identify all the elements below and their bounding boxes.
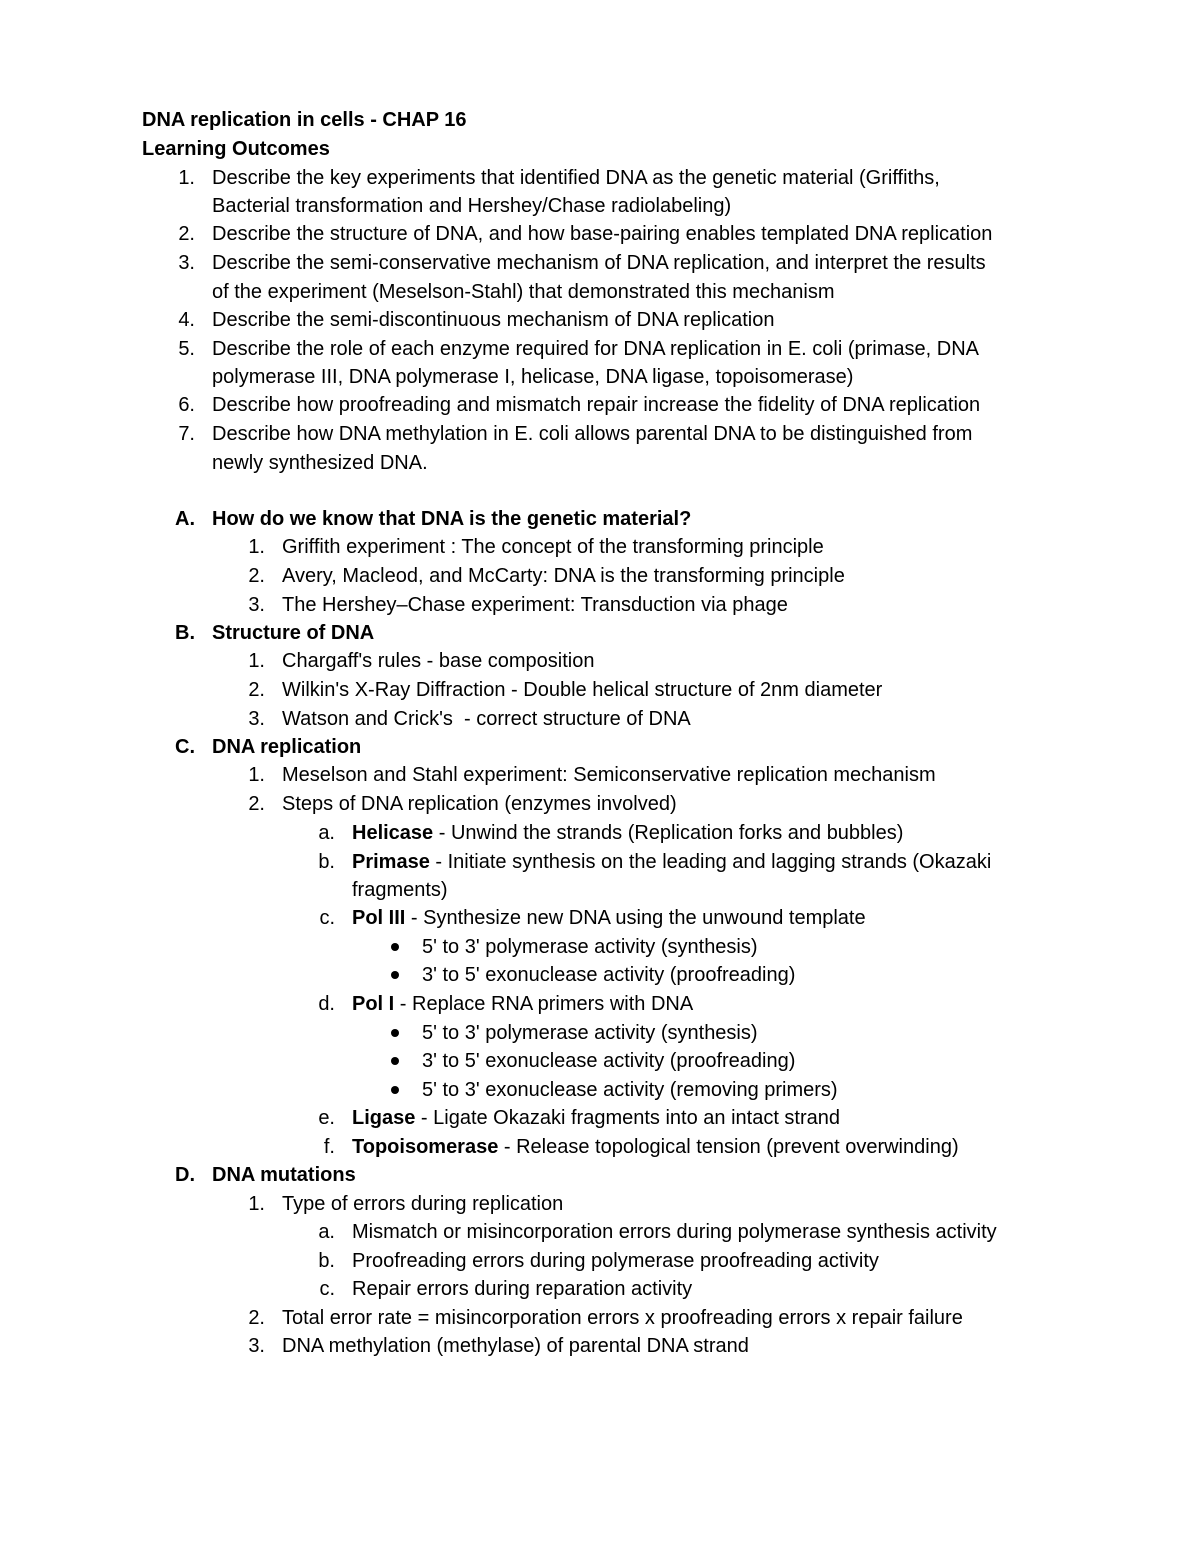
outcome-text: Describe the structure of DNA, and how base-pairing enables templated DNA replication	[212, 223, 993, 245]
enzyme-name: Topoisomerase	[352, 1136, 499, 1158]
enzyme-marker: a.	[318, 822, 335, 844]
enzyme-description: - Initiate synthesis on the leading and lagging strands (Okazaki	[429, 851, 992, 873]
outcome-text: of the experiment (Meselson-Stahl) that demonstrated this mechanism	[212, 281, 835, 303]
section-d-item: Type of errors during replication	[282, 1193, 564, 1215]
enzyme-ligase	[352, 1106, 840, 1130]
activity-bullet: 5' to 3' polymerase activity (synthesis)	[422, 936, 758, 958]
section-b-heading: Structure of DNA	[212, 622, 375, 644]
section-c-item: Meselson and Stahl experiment: Semiconservative replication mechanism	[282, 764, 936, 786]
error-marker: b.	[318, 1250, 335, 1272]
section-a-item: Griffith experiment : The concept of the transforming principle	[282, 536, 824, 558]
outcome-number: 4.	[178, 309, 195, 331]
section-b-item: Wilkin's X-Ray Diffraction - Double helical structure of 2nm diameter	[282, 679, 883, 701]
activity-bullet: 3' to 5' exonuclease activity (proofreading)	[422, 964, 796, 986]
enzyme-pol-iii	[352, 906, 866, 930]
outcome-text: polymerase III, DNA polymerase I, helicase, DNA ligase, topoisomerase)	[212, 366, 854, 388]
enzyme-description: - Release topological tension (prevent overwinding)	[498, 1136, 959, 1158]
section-letter: B.	[175, 622, 195, 644]
activity-bullet: 5' to 3' polymerase activity (synthesis)	[422, 1022, 758, 1044]
outcome-text: newly synthesized DNA.	[212, 452, 428, 474]
enzyme-description: - Replace RNA primers with DNA	[394, 993, 694, 1015]
outcome-text: Describe the semi-conservative mechanism of DNA replication, and interpret the results	[212, 252, 986, 274]
outcome-text: Describe the key experiments that identified DNA as the genetic material (Griffiths,	[212, 167, 940, 189]
item-number: 2.	[248, 565, 265, 587]
outcome-text: Describe how DNA methylation in E. coli allows parental DNA to be distinguished from	[212, 423, 973, 445]
outcome-number: 1.	[178, 167, 195, 189]
outcome-number: 2.	[178, 223, 195, 245]
outcome-text: Describe the semi-discontinuous mechanism of DNA replication	[212, 309, 775, 331]
item-number: 2.	[248, 793, 265, 815]
enzyme-primase	[352, 850, 991, 874]
error-type: Proofreading errors during polymerase proofreading activity	[352, 1250, 879, 1272]
bullet-dot	[391, 1029, 399, 1037]
enzyme-marker: e.	[318, 1107, 335, 1129]
item-number: 1.	[248, 764, 265, 786]
outcome-number: 6.	[178, 394, 195, 416]
enzyme-helicase	[352, 821, 903, 845]
item-number: 1.	[248, 1193, 265, 1215]
enzyme-pol-i	[352, 992, 693, 1016]
enzyme-name: Helicase	[352, 822, 434, 844]
enzyme-topoisomerase	[352, 1135, 959, 1159]
outcome-text: Describe how proofreading and mismatch repair increase the fidelity of DNA replication	[212, 394, 981, 416]
enzyme-description: - Synthesize new DNA using the unwound template	[405, 907, 866, 929]
learning-outcomes-heading: Learning Outcomes	[142, 138, 330, 160]
section-b-item: Chargaff's rules - base composition	[282, 650, 595, 672]
enzyme-marker: d.	[318, 993, 335, 1015]
enzyme-description: fragments)	[352, 879, 448, 901]
item-number: 3.	[248, 1335, 265, 1357]
activity-bullet: 3' to 5' exonuclease activity (proofreading)	[422, 1050, 796, 1072]
item-number: 3.	[248, 708, 265, 730]
document-title: DNA replication in cells - CHAP 16	[142, 109, 467, 131]
error-type: Mismatch or misincorporation errors during polymerase synthesis activity	[352, 1221, 997, 1243]
enzyme-name: Primase	[352, 851, 430, 873]
section-d-heading: DNA mutations	[212, 1164, 356, 1186]
section-d-item: DNA methylation (methylase) of parental DNA strand	[282, 1335, 749, 1357]
section-c-heading: DNA replication	[212, 736, 362, 758]
section-letter: D.	[175, 1164, 195, 1186]
section-a-item: Avery, Macleod, and McCarty: DNA is the transforming principle	[282, 565, 845, 587]
error-marker: c.	[319, 1278, 335, 1300]
item-number: 1.	[248, 650, 265, 672]
enzyme-name: Pol III	[352, 907, 406, 929]
outcome-text: Describe the role of each enzyme required for DNA replication in E. coli (primase, DNA	[212, 338, 979, 360]
error-type: Repair errors during reparation activity	[352, 1278, 693, 1300]
outcome-number: 5.	[178, 338, 195, 360]
outcome-number: 7.	[178, 423, 195, 445]
section-b-item: Watson and Crick's - correct structure of DNA	[282, 708, 691, 730]
item-number: 2.	[248, 1307, 265, 1329]
enzyme-description: - Unwind the strands (Replication forks and bubbles)	[433, 822, 904, 844]
bullet-dot	[391, 1057, 399, 1065]
bullet-dot	[391, 971, 399, 979]
outcome-text: Bacterial transformation and Hershey/Chase radiolabeling)	[212, 195, 732, 217]
section-letter: A.	[175, 508, 195, 530]
item-number: 3.	[248, 594, 265, 616]
enzyme-marker: f.	[323, 1136, 335, 1158]
enzyme-description: - Ligate Okazaki fragments into an intact strand	[415, 1107, 841, 1129]
outcome-number: 3.	[178, 252, 195, 274]
item-number: 2.	[248, 679, 265, 701]
enzyme-name: Ligase	[352, 1107, 416, 1129]
activity-bullet: 5' to 3' exonuclease activity (removing primers)	[422, 1079, 838, 1101]
item-number: 1.	[248, 536, 265, 558]
section-a-heading: How do we know that DNA is the genetic material?	[212, 508, 692, 530]
section-c-item: Steps of DNA replication (enzymes involved)	[282, 793, 677, 815]
section-a-item: The Hershey–Chase experiment: Transduction via phage	[282, 594, 788, 616]
section-d-item: Total error rate = misincorporation errors x proofreading errors x repair failure	[282, 1307, 963, 1329]
bullet-dot	[391, 943, 399, 951]
enzyme-marker: b.	[318, 851, 335, 873]
section-letter: C.	[175, 736, 195, 758]
error-marker: a.	[318, 1221, 335, 1243]
bullet-dot	[391, 1086, 399, 1094]
enzyme-marker: c.	[319, 907, 335, 929]
enzyme-name: Pol I	[352, 993, 395, 1015]
